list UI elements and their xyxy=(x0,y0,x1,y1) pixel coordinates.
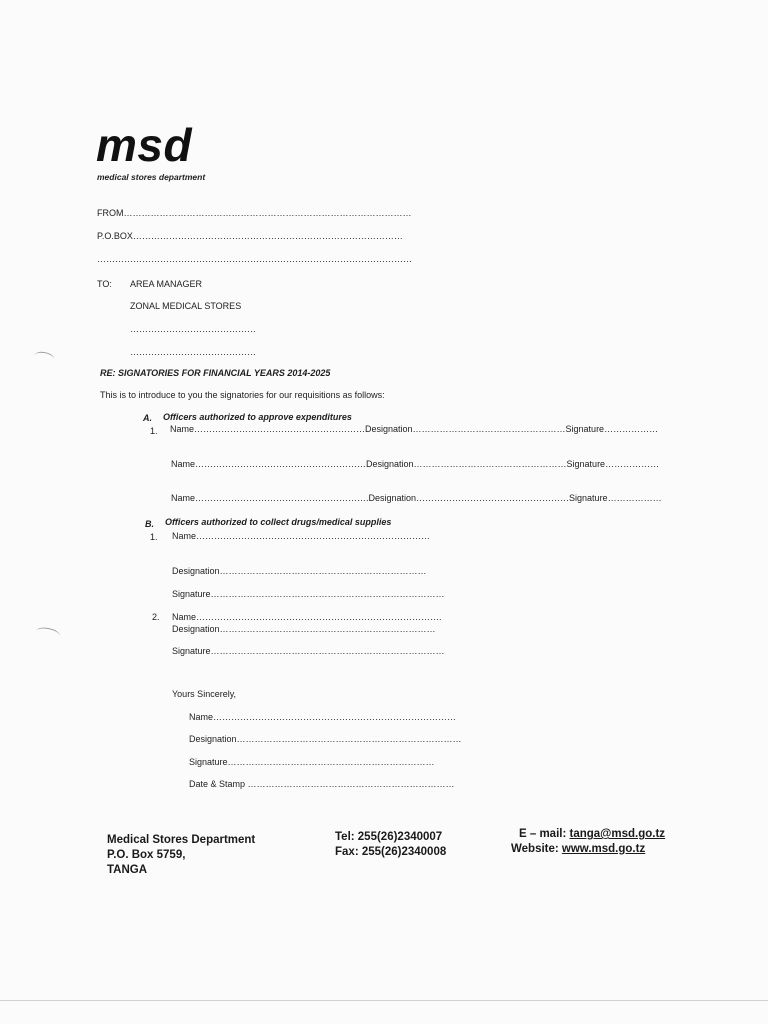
to-blank-line1: …………………………………… xyxy=(130,324,256,334)
section-b-officer-2-designation: Designation……………………………………………………………… xyxy=(172,624,436,634)
footer-org-address xyxy=(107,833,255,878)
pobox-field: P.O.BOX……………………………………………………………………………… xyxy=(97,231,403,241)
section-a-letter: A. xyxy=(143,413,152,423)
scan-bottom-edge xyxy=(0,1000,768,1001)
section-a-row-3: Name………………………………………………….Designation……………………………………………Signature……………… xyxy=(171,493,662,503)
section-b-officer-1-number: 1. xyxy=(150,532,158,542)
section-b-officer-1-designation: Designation…………………………………………………………… xyxy=(172,566,427,576)
from-field: FROM…………………………………………………………………………………… xyxy=(97,208,412,218)
section-a-heading: Officers authorized to approve expenditures xyxy=(163,412,352,422)
binder-mark-top xyxy=(33,350,55,364)
subject-line: RE: SIGNATORIES FOR FINANCIAL YEARS 2014-2025 xyxy=(100,368,331,378)
footer-email-link[interactable]: tanga@msd.go.tz xyxy=(569,828,666,840)
closing-date-stamp: Date & Stamp …………………………………………………………… xyxy=(189,779,455,789)
closing-designation: Designation………………………………………………………………… xyxy=(189,734,462,744)
footer-website-label: Website: xyxy=(511,843,562,855)
section-a-row-1: Name…………………………………………………Designation……………………………………………Signature……………… xyxy=(170,424,659,434)
msd-logo-tagline: medical stores department xyxy=(97,172,206,182)
footer-website-link[interactable]: www.msd.go.tz xyxy=(561,843,646,855)
footer-tel: Tel: 255(26)2340007 xyxy=(335,831,443,843)
intro-text: This is to introduce to you the signatories for our requisitions as follows: xyxy=(100,390,385,400)
footer-org-name: Medical Stores Department xyxy=(107,834,256,846)
section-b-officer-2-number: 2. xyxy=(152,612,160,622)
address-blank-line: …………………………………………………………………………………………… xyxy=(97,254,412,264)
closing-salutation: Yours Sincerely, xyxy=(172,689,237,699)
to-label: TO: xyxy=(97,279,112,289)
footer-fax: Fax: 255(26)2340008 xyxy=(335,846,447,858)
section-b-heading: Officers authorized to collect drugs/medical supplies xyxy=(165,517,392,527)
section-b-officer-1-signature: Signature…………………………………………………………………… xyxy=(172,589,445,599)
section-a-row-2: Name…………………………………………………Designation……………………………………………Signature……………… xyxy=(171,459,660,469)
section-a-row-1-number: 1. xyxy=(150,426,158,436)
section-b-officer-2-name: Name………………………………………………………………………. xyxy=(172,612,442,622)
footer-website-line xyxy=(511,842,665,857)
to-recipient-line2: ZONAL MEDICAL STORES xyxy=(130,301,242,311)
footer-po-box: P.O. Box 5759, xyxy=(107,849,186,861)
section-b-officer-1-name: Name…………………………………………………………………… xyxy=(172,531,431,541)
footer-email-line xyxy=(511,827,665,842)
section-b-letter: B. xyxy=(145,519,154,529)
footer-city: TANGA xyxy=(107,864,148,876)
footer-phone-block xyxy=(335,830,446,860)
to-recipient-line1: AREA MANAGER xyxy=(130,279,203,289)
footer-contact-block xyxy=(511,827,665,857)
to-blank-line2: …………………………………… xyxy=(130,347,256,357)
closing-name: Name……………………………………………………………………… xyxy=(189,712,457,722)
binder-mark-bottom xyxy=(35,626,61,642)
msd-logo-wordmark: msd xyxy=(96,119,193,171)
section-b-officer-2-signature: Signature…………………………………………………………………… xyxy=(172,646,445,656)
footer-email-label: E – mail: xyxy=(519,828,570,840)
closing-signature: Signature…………………………………………………………… xyxy=(189,757,435,767)
